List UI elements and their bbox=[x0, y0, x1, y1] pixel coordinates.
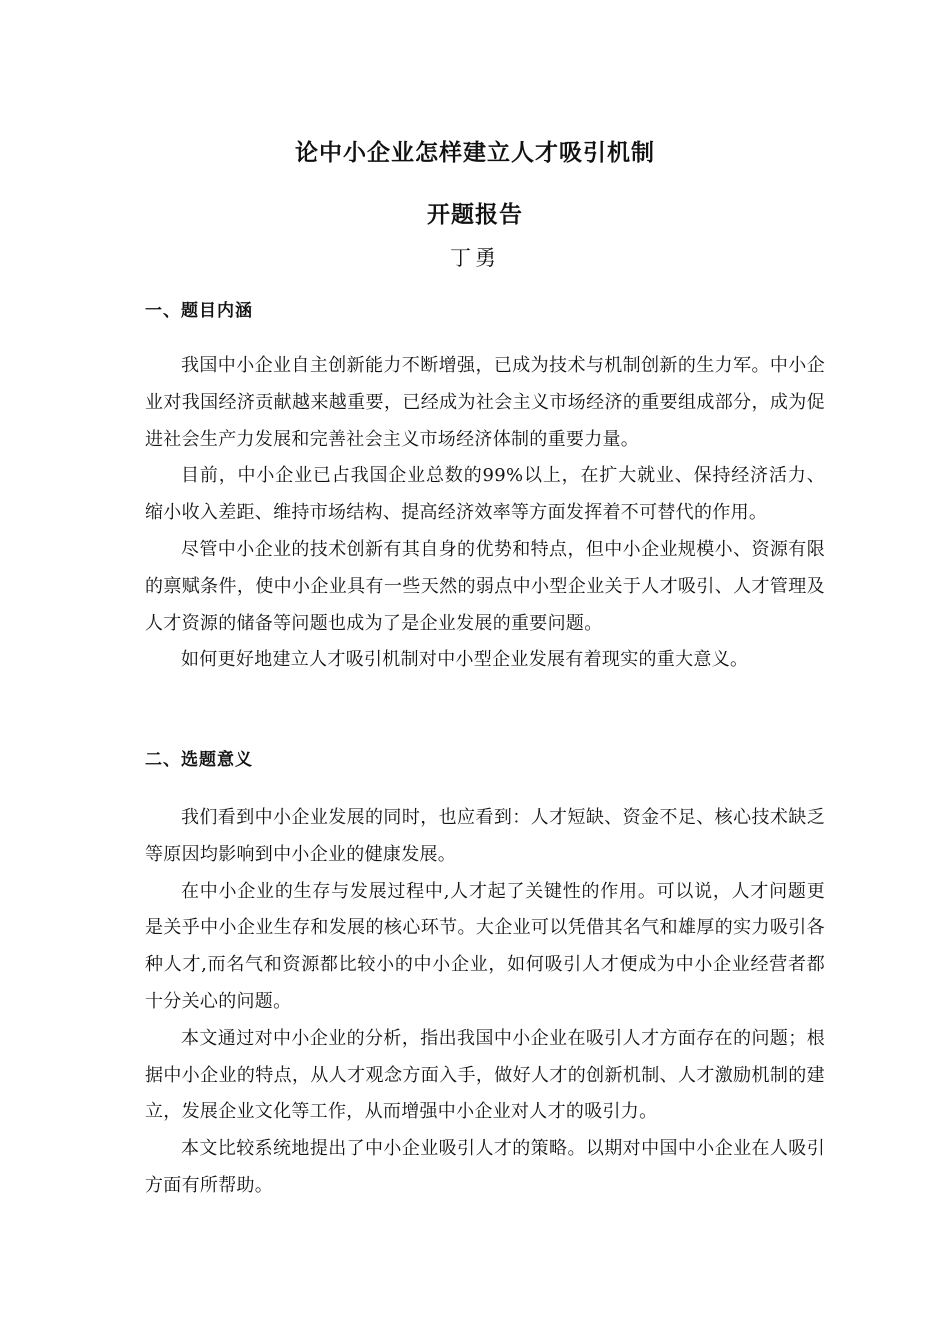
author-name: 丁勇 bbox=[450, 246, 500, 270]
section-body-topic-significance bbox=[145, 800, 825, 1205]
paragraph: 如何更好地建立人才吸引机制对中小型企业发展有着现实的重大意义。 bbox=[181, 649, 749, 671]
paragraph: 目前，中小企业已占我国企业总数的99%以上，在扩大就业、保持经济活力、缩小收入差距、维持市场结构、提高经济效率等方面发挥着不可替代的作用。 bbox=[145, 465, 825, 524]
section-heading-topic-meaning: 一、题目内涵 bbox=[145, 301, 253, 321]
paragraph: 在中小企业的生存与发展过程中,人才起了关键性的作用。可以说，人才问题更是关乎中小企业生存和发展的核心环节。大企业可以凭借其名气和雄厚的实力吸引各种人才,而名气和资源都比较小的中小企业，如何吸引人才便成为中小企业经营者都十分关心的问题。 bbox=[145, 880, 825, 1012]
paragraph: 我们看到中小企业发展的同时，也应看到：人才短缺、资金不足、核心技术缺乏等原因均影响到中小企业的健康发展。 bbox=[145, 807, 825, 865]
section-body-topic-meaning bbox=[145, 348, 825, 679]
paragraph: 尽管中小企业的技术创新有其自身的优势和特点，但中小企业规模小、资源有限的禀赋条件，使中小企业具有一些天然的弱点中小型企业关于人才吸引、人才管理及人才资源的储备等问题也成为了是企业发展的重要问题。 bbox=[145, 538, 825, 634]
document-title: 论中小企业怎样建立人才吸引机制 bbox=[295, 140, 655, 166]
paragraph: 我国中小企业自主创新能力不断增强，已成为技术与机制创新的生力军。中小企业对我国经济贡献越来越重要，已经成为社会主义市场经济的重要组成部分，成为促进社会生产力发展和完善社会主义市场经济体制的重要力量。 bbox=[145, 355, 825, 450]
document-subtitle: 开题报告 bbox=[427, 202, 523, 228]
paragraph: 本文比较系统地提出了中小企业吸引人才的策略。以期对中国中小企业在人吸引方面有所帮助。 bbox=[145, 1138, 825, 1196]
section-heading-topic-significance: 二、选题意义 bbox=[145, 750, 253, 770]
paragraph: 本文通过对中小企业的分析，指出我国中小企业在吸引人才方面存在的问题；根据中小企业的特点，从人才观念方面入手，做好人才的创新机制、人才激励机制的建立，发展企业文化等工作，从而增强中小企业对人才的吸引力。 bbox=[145, 1027, 825, 1123]
